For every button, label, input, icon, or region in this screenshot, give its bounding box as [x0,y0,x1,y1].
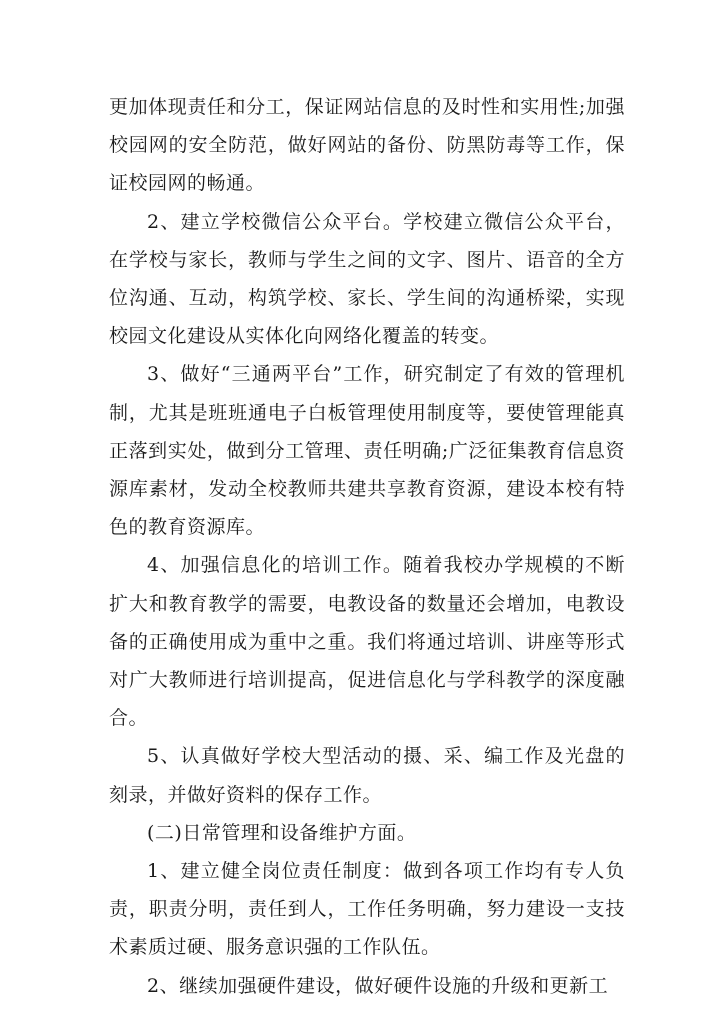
paragraph-6: 1、建立健全岗位责任制度：做到各项工作均有专人负责，职责分明，责任到人，工作任务明确，努力建设一支技术素质过硬、服务意识强的工作队伍。 [109,860,625,959]
body-text [109,88,625,1005]
paragraph-2: 2、建立学校微信公众平台。学校建立微信公众平台，在学校与家长，教师与学生之间的文字、图片、语音的全方位沟通、互动，构筑学校、家长、学生间的沟通桥梁，实现校园文化建设从实体化向网络化覆盖的转变。 [109,210,625,348]
section-heading: (二)日常管理和设备维护方面。 [147,821,417,844]
paragraph-5: 5、认真做好学校大型活动的摄、采、编工作及光盘的刻录，并做好资料的保存工作。 [109,745,625,806]
paragraph-1: 更加体现责任和分工，保证网站信息的及时性和实用性;加强校园网的安全防范，做好网站的备份、防黑防毒等工作，保证校园网的畅通。 [109,96,625,195]
paragraph-3: 3、做好“三通两平台”工作，研究制定了有效的管理机制，尤其是班班通电子白板管理使用制度等，要使管理能真正落到实处，做到分工管理、责任明确;广泛征集教育信息资源库素材，发动全校教师共建共享教育资源，建设本校有特色的教育资源库。 [109,363,625,539]
paragraph-7: 2、继续加强硬件建设，做好硬件设施的升级和更新工 [147,974,609,997]
paragraph-4: 4、加强信息化的培训工作。随着我校办学规模的不断扩大和教育教学的需要，电教设备的数量还会增加，电教设备的正确使用成为重中之重。我们将通过培训、讲座等形式对广大教师进行培训提高，促进信息化与学科教学的深度融合。 [109,554,625,730]
